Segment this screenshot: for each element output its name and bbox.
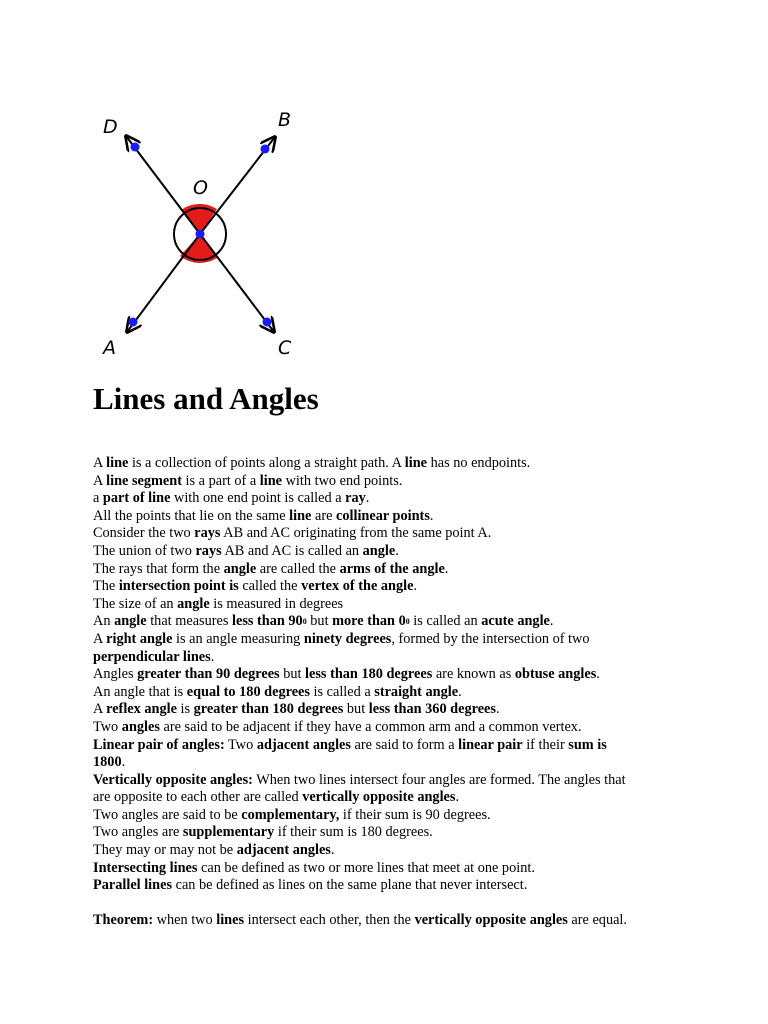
- text-line: [93, 631, 733, 649]
- point-b: [261, 145, 270, 154]
- text-run: if their: [522, 736, 569, 753]
- bold-term: rays: [195, 542, 222, 559]
- text-run: Two angles are said to be: [93, 806, 242, 823]
- bold-term: reflex angle: [106, 701, 177, 718]
- text-line: [93, 789, 733, 807]
- text-line: [93, 508, 733, 526]
- bold-term: less than 360 degrees: [368, 701, 496, 718]
- text-run: A: [93, 472, 107, 489]
- bold-term: right angle: [106, 630, 173, 647]
- text-run: The size of an: [93, 595, 178, 612]
- text-run: Angles: [93, 666, 138, 683]
- text-line: [93, 701, 733, 719]
- text-run: is a collection of points along a straight path. A: [128, 455, 405, 471]
- bold-term: line: [404, 455, 427, 471]
- text-run: are equal.: [567, 912, 627, 929]
- text-line: [93, 525, 733, 543]
- bold-term: straight angle: [374, 683, 459, 700]
- text-line: [93, 719, 733, 737]
- text-run: AB and AC is called an: [221, 542, 363, 559]
- text-run: are opposite to each other are called: [93, 789, 303, 806]
- text-run: Two angles are: [93, 824, 183, 841]
- text-run: but: [306, 613, 333, 630]
- text-run: intersect each other, then the: [244, 912, 415, 929]
- text-run: with two end points.: [282, 472, 403, 489]
- text-line: [93, 877, 733, 895]
- text-run: .: [458, 683, 462, 700]
- bold-term: 1800: [93, 754, 122, 771]
- bold-term: angle: [223, 560, 257, 577]
- text-line: [93, 649, 733, 667]
- text-run: are known as: [432, 666, 515, 683]
- text-run: can be defined as two or more lines that meet at one point.: [197, 859, 535, 876]
- text-run: Consider the two: [93, 525, 195, 542]
- text-run: if their sum is 180 degrees.: [274, 824, 433, 841]
- bold-term: equal to 180 degrees: [186, 683, 310, 700]
- page-title: Lines and Angles: [93, 381, 319, 416]
- text-run: The rays that form the: [93, 560, 224, 577]
- label-d: D: [103, 116, 118, 138]
- bold-term: less than 180 degrees: [305, 666, 433, 683]
- bold-term: vertically opposite angles: [302, 789, 456, 806]
- bold-term: ray: [345, 490, 366, 507]
- bold-term: vertically opposite angles: [414, 912, 568, 929]
- bold-term: intersection point is: [118, 578, 239, 595]
- text-line: [93, 561, 733, 579]
- text-line: [93, 613, 733, 631]
- text-run: is a part of a: [181, 472, 260, 489]
- text-run: A: [93, 455, 107, 471]
- text-line: [93, 754, 733, 772]
- text-run: is measured in degrees: [209, 595, 344, 612]
- text-run: .: [429, 507, 434, 524]
- text-line: [93, 455, 733, 473]
- text-run: An angle that is: [93, 683, 187, 700]
- text-run: but: [343, 701, 369, 718]
- text-run: when two: [153, 912, 217, 929]
- bold-term: line: [289, 507, 312, 524]
- point-c: [263, 318, 272, 327]
- text-run: AB and AC originating from the same point A.: [220, 525, 492, 542]
- body-text: [93, 455, 733, 930]
- bold-term: angle: [362, 542, 396, 559]
- text-run: .: [413, 578, 418, 595]
- bold-term: adjacent angles: [256, 736, 351, 753]
- bold-term: greater than 90 degrees: [137, 666, 280, 683]
- intersecting-lines-diagram: [90, 100, 310, 370]
- bold-term: angle: [114, 613, 147, 630]
- text-run: .: [596, 666, 600, 683]
- text-run: are said to form a: [350, 736, 459, 753]
- text-run: .: [395, 542, 399, 559]
- text-run: Two: [93, 718, 122, 735]
- bold-term: arms of the angle: [339, 560, 445, 577]
- text-run: are: [311, 507, 337, 524]
- bold-term: perpendicular lines: [93, 648, 211, 665]
- text-run: The: [93, 578, 119, 595]
- bold-term: line: [106, 455, 129, 471]
- bold-term: Linear pair of angles:: [93, 736, 225, 753]
- text-run: can be defined as lines on the same plane that never intersect.: [172, 877, 528, 894]
- text-run: When two lines intersect four angles are formed. The angles that: [252, 771, 626, 788]
- text-run: .: [210, 648, 215, 665]
- line-dc-lower: [200, 234, 274, 332]
- text-run: but: [279, 666, 306, 683]
- label-o: O: [193, 177, 208, 199]
- text-line: [93, 490, 733, 508]
- text-run: is called a: [309, 683, 375, 700]
- bold-term: collinear points: [336, 507, 430, 524]
- bold-term: supplementary: [182, 824, 275, 841]
- text-line: [93, 860, 733, 878]
- text-run: that measures: [146, 613, 232, 630]
- bold-term: obtuse angles: [514, 666, 597, 683]
- text-line: [93, 772, 733, 790]
- text-run: is an angle measuring: [172, 630, 304, 647]
- label-a: A: [103, 337, 116, 359]
- bold-term: complementary,: [241, 806, 340, 823]
- bold-term: lines: [216, 912, 245, 929]
- bold-term: more than 0: [332, 613, 406, 630]
- text-line: [93, 666, 733, 684]
- text-run: All the points that lie on the same: [93, 507, 290, 524]
- text-run: , formed by the intersection of two: [391, 630, 590, 647]
- bold-term: Parallel lines: [93, 877, 173, 894]
- text-run: They may or may not be: [93, 842, 237, 859]
- bold-term: angle: [177, 595, 210, 612]
- point-a: [129, 318, 138, 327]
- bold-term: acute angle: [481, 613, 550, 630]
- point-o: [196, 230, 205, 239]
- text-run: if their sum is 90 degrees.: [339, 806, 491, 823]
- line-ba-lower: [127, 234, 200, 332]
- point-d: [131, 143, 140, 152]
- text-run: are said to be adjacent if they have a common arm and a common vertex.: [159, 718, 582, 735]
- bold-term: ninety degrees: [303, 630, 392, 647]
- text-run: A: [93, 630, 107, 647]
- text-run: .: [121, 754, 126, 771]
- text-line: [93, 596, 733, 614]
- text-line: [93, 543, 733, 561]
- degree-superscript: 0: [302, 617, 307, 627]
- text-run: .: [330, 842, 335, 859]
- bold-term: rays: [194, 525, 221, 542]
- text-run: are called the: [256, 560, 340, 577]
- text-run: The union of two: [93, 542, 196, 559]
- text-run: .: [549, 613, 554, 630]
- text-run: called the: [238, 578, 302, 595]
- text-run: has no endpoints.: [427, 455, 531, 471]
- text-line: [93, 737, 733, 755]
- text-line: [93, 912, 733, 930]
- text-run: .: [495, 701, 500, 718]
- bold-term: angles: [121, 718, 160, 735]
- bold-term: Intersecting lines: [93, 859, 198, 876]
- bold-term: part of line: [102, 490, 171, 507]
- bold-term: less than 90: [232, 613, 303, 630]
- text-line: [93, 684, 733, 702]
- bold-term: Theorem:: [93, 912, 154, 929]
- text-run: An: [93, 613, 115, 630]
- text-run: .: [444, 560, 449, 577]
- text-line: [93, 824, 733, 842]
- bold-term: line: [259, 472, 283, 489]
- text-run: Two: [224, 736, 257, 753]
- bold-term: sum is: [568, 736, 607, 753]
- text-line: [93, 842, 733, 860]
- text-run: a: [93, 490, 103, 507]
- label-b: B: [278, 109, 292, 131]
- label-c: C: [278, 337, 292, 359]
- text-run: is called an: [409, 613, 482, 630]
- text-run: .: [365, 490, 370, 507]
- text-run: .: [455, 789, 460, 806]
- text-run: is: [176, 701, 194, 718]
- text-run: A: [93, 701, 107, 718]
- bold-term: adjacent angles: [236, 842, 331, 859]
- degree-superscript: 0: [405, 617, 410, 627]
- bold-term: line segment: [106, 472, 182, 489]
- bold-term: vertex of the angle: [301, 578, 414, 595]
- text-line: [93, 578, 733, 596]
- blank-line: [93, 895, 733, 913]
- bold-term: greater than 180 degrees: [193, 701, 344, 718]
- text-line: [93, 473, 733, 491]
- bold-term: Vertically opposite angles:: [93, 771, 253, 788]
- text-run: with one end point is called a: [170, 490, 346, 507]
- text-line: [93, 807, 733, 825]
- bold-term: linear pair: [458, 736, 523, 753]
